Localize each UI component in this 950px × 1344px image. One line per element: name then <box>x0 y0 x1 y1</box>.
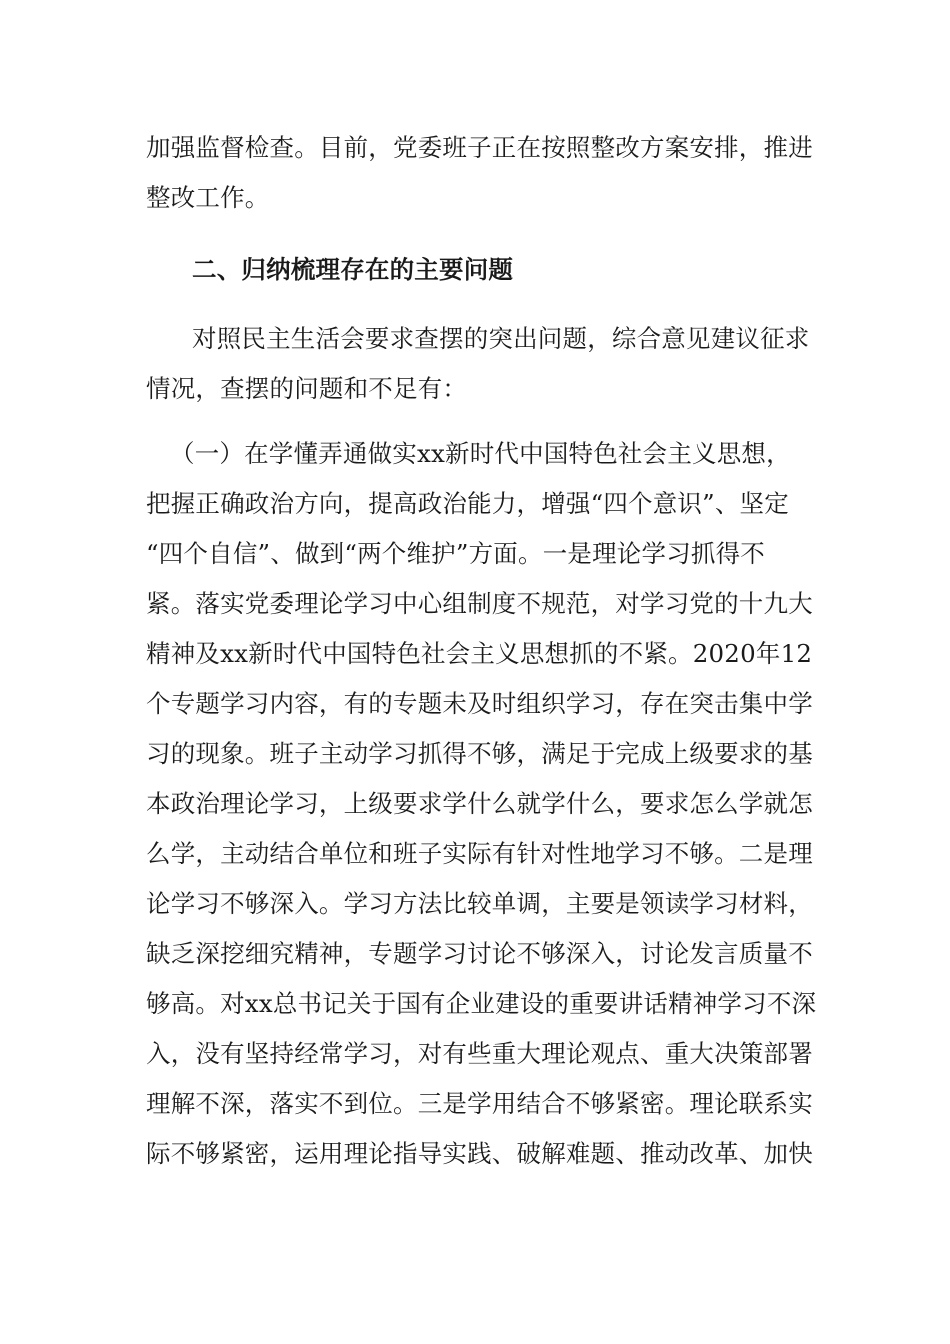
text-line: 整改工作。 <box>146 183 270 212</box>
text-line: 紧。落实党委理论学习中心组制度不规范，对学习党的十九大 <box>146 589 813 618</box>
text-line: 精神及xx新时代中国特色社会主义思想抓的不紧。2020年12 <box>146 639 813 668</box>
text-line: 入，没有坚持经常学习，对有些重大理论观点、重大决策部署 <box>146 1039 813 1068</box>
text-line: “四个自信”、做到“两个维护”方面。一是理论学习抓得不 <box>146 539 765 568</box>
subsection-first-line: （一）在学懂弄通做实xx新时代中国特色社会主义思想， <box>170 439 791 468</box>
text-line: 习的现象。班子主动学习抓得不够，满足于完成上级要求的基 <box>146 739 813 768</box>
text-line: 情况，查摆的问题和不足有： <box>146 374 468 403</box>
text-line: 加强监督检查。目前，党委班子正在按照整改方案安排，推进 <box>146 133 813 162</box>
text-line: 么学，主动结合单位和班子实际有针对性地学习不够。二是理 <box>146 839 813 868</box>
section-heading: 二、归纳梳理存在的主要问题 <box>192 255 514 284</box>
text-line: 把握正确政治方向，提高政治能力，增强“四个意识”、坚定 <box>146 489 789 518</box>
text-line: 个专题学习内容，有的专题未及时组织学习，存在突击集中学 <box>146 689 813 718</box>
text-line: 本政治理论学习，上级要求学什么就学什么，要求怎么学就怎 <box>146 789 813 818</box>
paragraph-first-line: 对照民主生活会要求查摆的突出问题，综合意见建议征求 <box>192 324 810 353</box>
text-line: 缺乏深挖细究精神，专题学习讨论不够深入，讨论发言质量不 <box>146 939 813 968</box>
text-line: 理解不深，落实不到位。三是学用结合不够紧密。理论联系实 <box>146 1089 813 1118</box>
text-line: 际不够紧密，运用理论指导实践、破解难题、推动改革、加快 <box>146 1139 813 1168</box>
text-line: 论学习不够深入。学习方法比较单调，主要是领读学习材料， <box>146 889 813 918</box>
text-line: 够高。对xx总书记关于国有企业建设的重要讲话精神学习不深 <box>146 989 817 1018</box>
